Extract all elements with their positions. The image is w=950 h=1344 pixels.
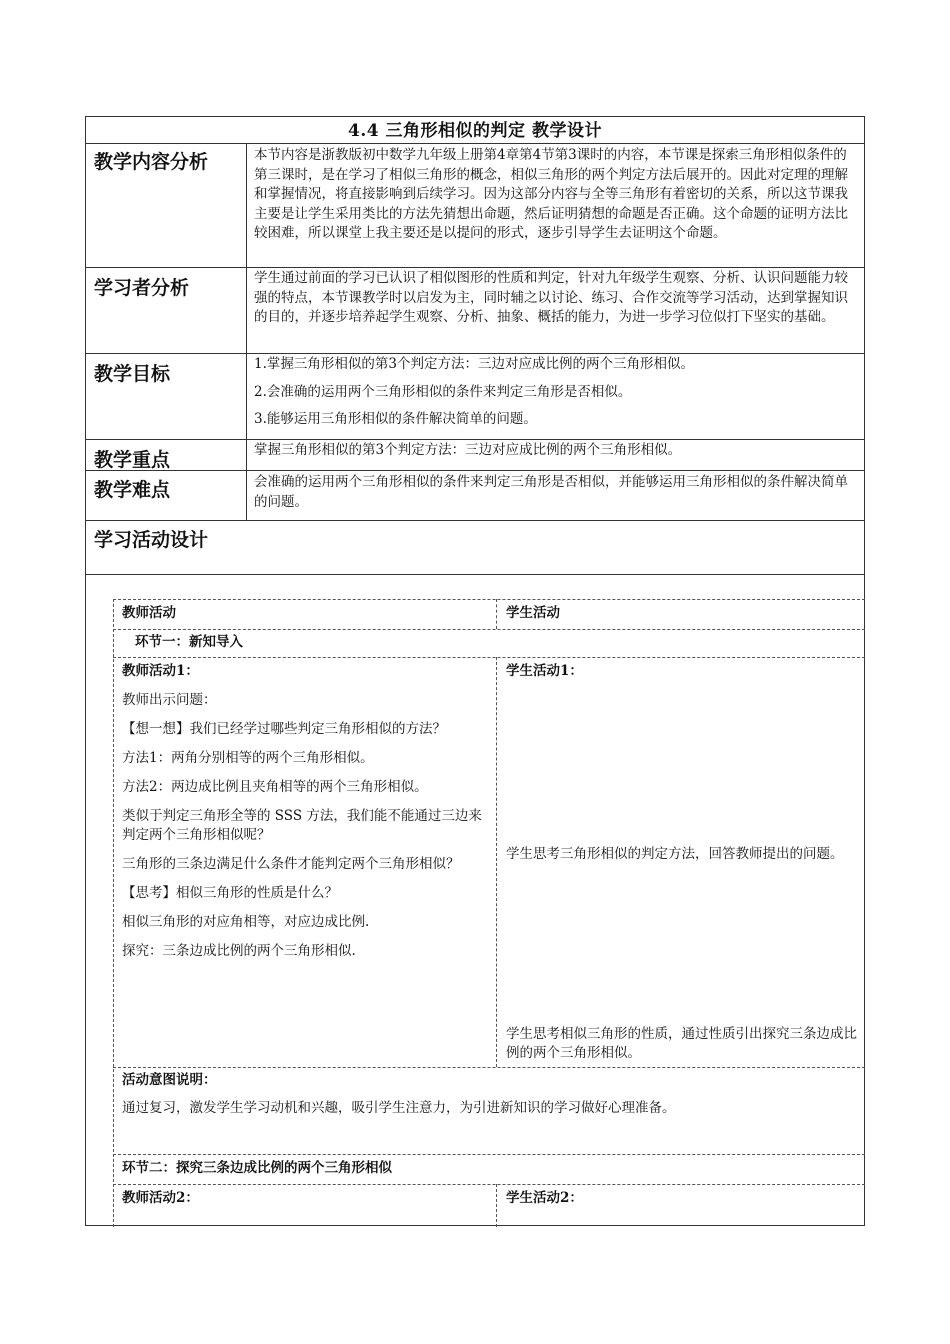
divider (86, 439, 864, 440)
divider (86, 470, 864, 471)
stage1-intent-title: 活动意图说明： (122, 1072, 217, 1088)
divider (86, 574, 864, 575)
lesson-plan-table (85, 116, 865, 1226)
stage2-teacher-title: 教师活动2： (122, 1190, 199, 1206)
page-title: 4.4 三角形相似的判定 教学设计 (348, 121, 602, 141)
difficulties-label: 教学难点 (94, 479, 171, 501)
learner-analysis-label: 学习者分析 (94, 277, 190, 299)
teacher-line: 教师出示问题： (122, 692, 217, 708)
student-activity-header: 学生活动 (506, 605, 560, 621)
stage1-student-title: 学生活动1： (506, 663, 583, 679)
activity-design-label: 学习活动设计 (94, 529, 209, 551)
stage1-title: 环节一：新知导入 (135, 634, 243, 650)
divider (86, 143, 864, 144)
objectives-label: 教学目标 (94, 363, 171, 385)
teacher-line: 类似于判定三角形全等的 SSS 方法，我们能不能通过三边来判定两个三角形相似呢？ (122, 808, 482, 843)
key-points-label: 教学重点 (94, 449, 171, 471)
content-analysis-label: 教学内容分析 (94, 151, 209, 173)
stage1-student-text-2: 学生思考相似三角形的性质，通过性质引出探究三条边成比例的两个三角形相似。 (506, 1026, 857, 1061)
stage2-student-title: 学生活动2： (506, 1190, 583, 1206)
teacher-line: 方法2：两边成比例且夹角相等的两个三角形相似。 (122, 779, 428, 795)
divider (246, 143, 247, 520)
teacher-line: 相似三角形的对应角相等，对应边成比例. (122, 914, 370, 930)
activity-table (113, 599, 865, 1227)
teacher-line: 探究：三条边成比例的两个三角形相似. (122, 943, 356, 959)
divider (86, 520, 864, 521)
content-analysis-text: 本节内容是浙教版初中数学九年级上册第4章第4节第3课时的内容，本节课是探索三角形相似条件的第三课时，是在学习了相似三角形的概念，相似三角形的两个判定方法后展开的。因此对定理的理解和掌握情况，将直接影响到后续学习。因为这部分内容与全等三角形有着密切的关系，所以这节课我主要是让学生采用类比的方法先猜想出命题，然后证明猜想的命题是否正确。这个命题的证明方法比较困难，所以课堂上我主要还是以提问的形式，逐步引导学生去证明这个命题。 (254, 147, 848, 241)
divider (86, 353, 864, 354)
stage1-teacher-content (122, 662, 488, 971)
objective-item: 3.能够运用三角形相似的条件解决简单的问题。 (254, 411, 537, 427)
teacher-line: 方法1：两角分别相等的两个三角形相似。 (122, 750, 374, 766)
divider (86, 267, 864, 268)
teacher-activity-header: 教师活动 (122, 605, 176, 621)
objective-item: 2.会准确的运用两个三角形相似的条件来判定三角形是否相似。 (254, 383, 632, 400)
objective-item: 1.掌握三角形相似的第3个判定方法：三边对应成比例的两个三角形相似。 (254, 356, 694, 372)
teacher-line: 三角形的三条边满足什么条件才能判定两个三角形相似？ (122, 856, 460, 872)
objectives-list (254, 355, 858, 438)
difficulties-text: 会准确的运用两个三角形相似的条件来判定三角形是否相似，并能够运用三角形相似的条件解决简单的问题。 (254, 474, 848, 510)
stage2-title: 环节二：探究三条边成比例的两个三角形相似 (122, 1160, 392, 1176)
stage1-intent-text: 通过复习，激发学生学习动机和兴趣，吸引学生注意力，为引进新知识的学习做好心理准备。 (122, 1100, 676, 1116)
stage1-teacher-title: 教师活动1： (122, 663, 199, 679)
teacher-line: 【想一想】我们已经学过哪些判定三角形相似的方法？ (122, 721, 446, 737)
learner-analysis-text: 学生通过前面的学习已认识了相似图形的性质和判定，针对九年级学生观察、分析、认识问题能力较强的特点，本节课教学时以启发为主，同时辅之以讨论、练习、合作交流等学习活动，达到掌握知识的目的，并逐步培养起学生观察、分析、抽象、概括的能力，为进一步学习位似打下坚实的基础。 (254, 270, 848, 325)
stage1-student-text-1: 学生思考三角形相似的判定方法，回答教师提出的问题。 (506, 846, 844, 862)
teacher-line: 【思考】相似三角形的性质是什么？ (122, 885, 338, 901)
key-points-text: 掌握三角形相似的第3个判定方法：三边对应成比例的两个三角形相似。 (254, 442, 682, 458)
